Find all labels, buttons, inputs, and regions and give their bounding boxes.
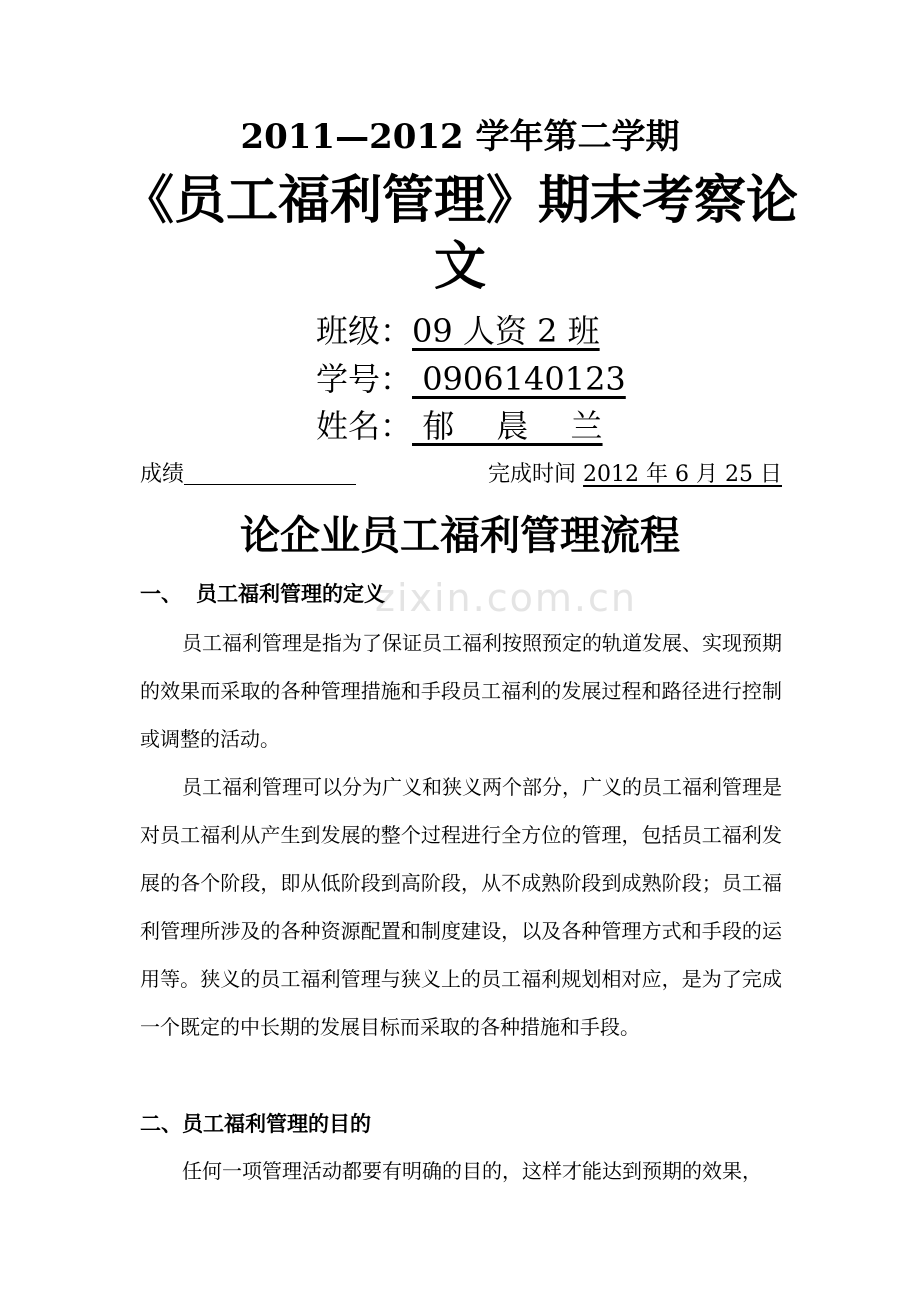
- meta-row: [140, 458, 782, 492]
- paragraph: 员工福利管理是指为了保证员工福利按照预定的轨道发展、实现预期的效果而采取的各种管理措施和手段员工福利的发展过程和路径进行控制或调整的活动。: [140, 631, 782, 751]
- finish-date: 2012 年 6 月 25 日: [583, 462, 782, 487]
- student-id-row: [316, 357, 626, 401]
- name-label: 姓名：: [316, 407, 413, 445]
- student-id-value: 0906140123: [412, 360, 626, 398]
- section-title: 员工福利管理的目的: [182, 1112, 371, 1136]
- watermark: zixin.com.cn: [375, 576, 637, 620]
- paper-title: 《员工福利管理》期末考察论文: [121, 171, 798, 297]
- class-label: 班级：: [316, 312, 413, 350]
- name-value: 郁 晨 兰: [412, 407, 603, 445]
- name-row: [316, 404, 603, 448]
- term-line: 2011—2012 学年第二学期: [240, 117, 680, 157]
- finish-date-field: [488, 458, 782, 492]
- finish-label: 完成时间: [488, 462, 577, 487]
- section-number: 一、: [140, 582, 182, 606]
- section-heading-2: [140, 1108, 371, 1140]
- section-heading-1: [140, 578, 385, 610]
- student-id-label: 学号：: [316, 360, 413, 398]
- article-heading: 论企业员工福利管理流程: [240, 513, 680, 559]
- grade-field: [140, 458, 356, 492]
- paragraph: 员工福利管理可以分为广义和狭义两个部分，广义的员工福利管理是对员工福利从产生到发展的整个过程进行全方位的管理，包括员工福利发展的各个阶段，即从低阶段到高阶段，从不成熟阶段到成熟阶段；员工福利管理所涉及的各种资源配置和制度建设，以及各种管理方式和手段的运用等。狭义的员工福利管理与狭义上的员工福利规划相对应，是为了完成一个既定的中长期的发展目标而采取的各种措施和手段。: [140, 775, 782, 1039]
- class-value: 09 人资 2 班: [412, 312, 600, 350]
- class-row: [316, 309, 600, 353]
- grade-blank: [184, 458, 356, 485]
- grade-label: 成绩: [140, 462, 185, 487]
- section-title: 员工福利管理的定义: [196, 582, 385, 606]
- section-number: 二、: [140, 1112, 182, 1136]
- paragraph: 任何一项管理活动都要有明确的目的，这样才能达到预期的效果，: [182, 1159, 762, 1183]
